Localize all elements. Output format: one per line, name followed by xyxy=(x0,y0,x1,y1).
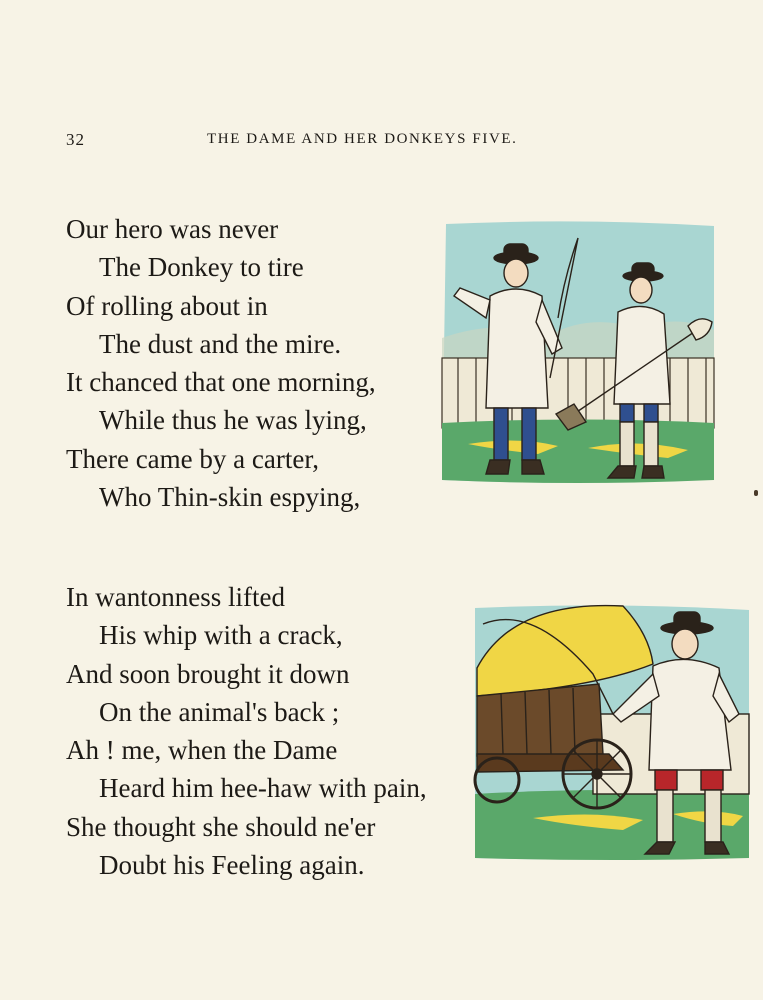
verse-line: Who Thin-skin espying, xyxy=(99,482,361,513)
stanza-2 xyxy=(66,578,427,884)
verse-line: Doubt his Feeling again. xyxy=(99,850,365,881)
verse-line: In wantonness lifted xyxy=(66,582,285,612)
stanza-1 xyxy=(66,210,376,516)
running-head: THE DAME AND HER DONKEYS FIVE. xyxy=(207,131,518,147)
verse-line: Of rolling about in xyxy=(66,290,268,321)
illustration-carter-with-cart xyxy=(473,604,751,862)
verse-line: And soon brought it down xyxy=(66,658,350,689)
illustration-two-men xyxy=(438,218,716,490)
verse-line: It chanced that one morning, xyxy=(66,367,376,398)
verse-line: Our hero was never xyxy=(66,214,279,244)
verse-line: Heard him hee-haw with pain, xyxy=(99,773,427,804)
verse-line: On the animal's back ; xyxy=(99,696,340,727)
verse-line: There came by a carter, xyxy=(66,443,319,474)
page-number: 32 xyxy=(66,130,85,149)
verse-line: His whip with a crack, xyxy=(99,620,343,651)
verse-line: Ah ! me, when the Dame xyxy=(66,735,338,766)
verse-line: She thought she should ne'er xyxy=(66,811,376,842)
verse-line: While thus he was lying, xyxy=(99,405,367,436)
verse-line: The dust and the mire. xyxy=(99,328,342,359)
margin-mark xyxy=(754,490,758,496)
verse-line: The Donkey to tire xyxy=(99,252,304,283)
